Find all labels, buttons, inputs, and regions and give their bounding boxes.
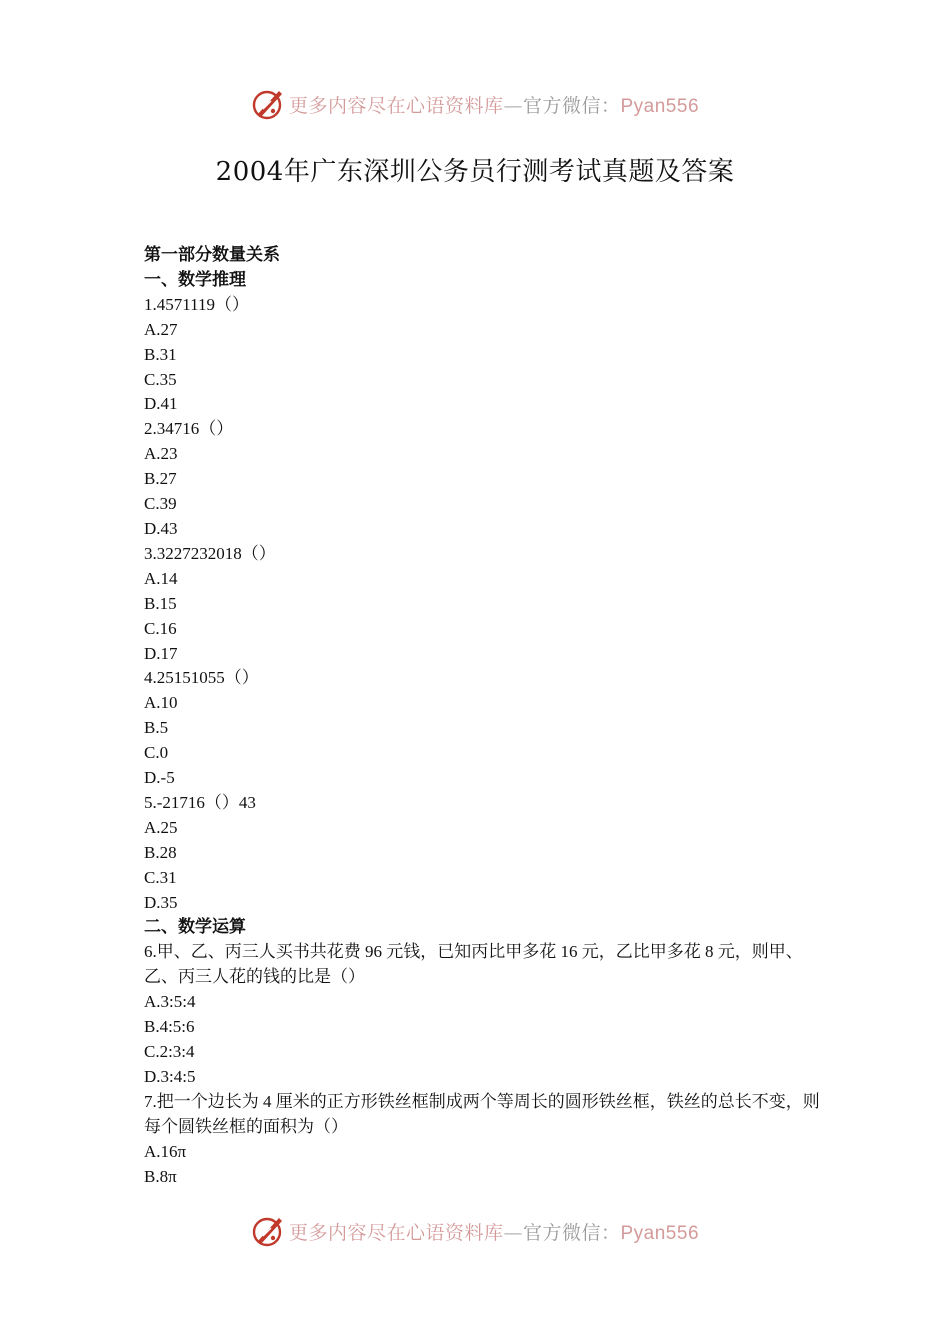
text-line: 6.甲、乙、丙三人买书共花费 96 元钱，已知丙比甲多花 16 元，乙比甲多花 8 元，则甲、乙、丙三人花的钱的比是（）	[144, 942, 803, 987]
text-line: 4.25151055（）	[144, 668, 259, 688]
section-heading: 一、数学推理	[144, 269, 246, 289]
text-line: A.14	[144, 568, 178, 588]
footer-wechat-label: 官方微信：	[522, 1221, 621, 1244]
text-line: C.2:3:4	[144, 1042, 195, 1061]
text-line: A.27	[144, 319, 178, 339]
document-title: 2004年广东深圳公务员行测考试真题及答案	[215, 157, 735, 187]
header-banner	[0, 84, 950, 124]
text-line: D.43	[144, 518, 178, 538]
quill-pen-logo-icon	[251, 87, 285, 121]
text-line: 2.34716（）	[144, 419, 234, 439]
text-line: C.16	[144, 618, 177, 638]
quill-pen-logo-icon	[251, 1214, 285, 1248]
text-line: C.31	[144, 867, 177, 887]
text-line: 7.把一个边长为 4 厘米的正方形铁丝框制成两个等周长的圆形铁丝框，铁丝的总长不变，则每个圆铁丝框的面积为（）	[144, 1091, 820, 1136]
text-line: A.3:5:4	[144, 992, 196, 1012]
text-line: B.8π	[144, 1166, 177, 1186]
footer-separator: —	[503, 1221, 523, 1244]
text-line: A.10	[144, 693, 178, 713]
text-line: C.0	[144, 743, 169, 763]
header-promo	[289, 91, 699, 118]
text-line: 5.-21716（）43	[144, 792, 256, 812]
text-line: A.23	[144, 444, 178, 464]
text-line: D.-5	[144, 768, 175, 788]
text-line: D.41	[144, 394, 178, 414]
text-line: D.17	[144, 643, 178, 663]
text-line: B.31	[144, 344, 177, 364]
footer-promo-text: 更多内容尽在心语资料库	[288, 1221, 504, 1244]
text-line: B.28	[144, 842, 177, 862]
text-line: 3.3227232018（）	[144, 543, 276, 563]
footer-banner	[0, 1211, 950, 1251]
section-heading: 二、数学运算	[144, 917, 246, 937]
text-line: 1.4571119（）	[144, 294, 249, 314]
header-wechat-id: Pyan556	[620, 95, 700, 117]
document-body	[144, 243, 824, 1189]
footer-promo	[289, 1218, 699, 1245]
text-line: B.15	[144, 593, 177, 613]
text-line: D.35	[144, 892, 178, 912]
header-separator: —	[503, 94, 523, 117]
header-wechat-label: 官方微信：	[522, 94, 621, 117]
text-line: C.35	[144, 369, 177, 389]
text-line: A.25	[144, 817, 178, 837]
header-promo-text: 更多内容尽在心语资料库	[288, 94, 504, 117]
text-line: B.5	[144, 718, 169, 738]
text-line: B.27	[144, 469, 177, 489]
section-heading: 第一部分数量关系	[144, 245, 280, 264]
footer-wechat-id: Pyan556	[620, 1222, 700, 1244]
text-line: D.3:4:5	[144, 1066, 196, 1086]
text-line: A.16π	[144, 1141, 187, 1161]
text-line: B.4:5:6	[144, 1017, 195, 1037]
text-line: C.39	[144, 494, 177, 514]
